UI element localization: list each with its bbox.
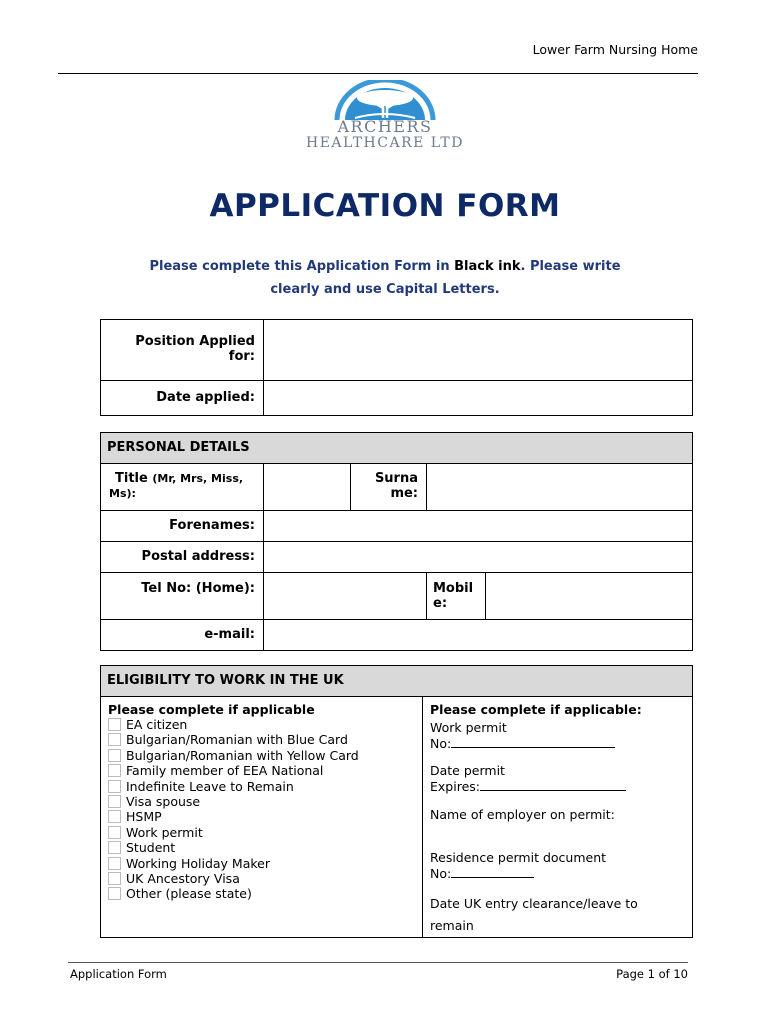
personal-details-heading: PERSONAL DETAILS: [101, 433, 693, 464]
title-label-text: Title: [115, 471, 148, 486]
eligibility-permit-cell: [423, 697, 693, 938]
eligibility-option: [108, 809, 422, 824]
eligibility-checkbox[interactable]: [108, 718, 121, 731]
title-label: [101, 464, 264, 511]
eligibility-option-label: Working Holiday Maker: [126, 855, 270, 871]
work-permit-no-row: [430, 735, 692, 751]
work-permit-no-label: No:: [430, 736, 452, 751]
eligibility-option: [108, 825, 422, 840]
eligibility-option-label: Student: [126, 840, 176, 856]
residence-no-label: No:: [430, 866, 452, 881]
mobile-label: [427, 573, 486, 620]
footer-doc-name: Application Form: [70, 967, 167, 981]
eligibility-option: [108, 856, 422, 871]
work-permit-no-field[interactable]: [451, 735, 615, 748]
tel-home-field[interactable]: [264, 573, 427, 620]
eligibility-option-label: Visa spouse: [126, 793, 201, 809]
entry-clearance-line-2: remain: [430, 918, 474, 933]
title-hint: (Mr, Mrs, Miss, Ms):: [109, 472, 244, 500]
instructions-part-2: . Please write: [520, 259, 621, 274]
eligibility-option-label: UK Ancestory Visa: [126, 870, 240, 886]
position-applied-label: Position Applied for:: [101, 320, 264, 381]
eligibility-left-heading: Please complete if applicable: [108, 702, 315, 717]
email-label: e-mail:: [101, 620, 264, 651]
entry-clearance-line-1: Date UK entry clearance/leave to: [430, 896, 638, 911]
eligibility-checkbox[interactable]: [108, 795, 121, 808]
instructions: [100, 255, 670, 301]
employer-label: Name of employer on permit:: [430, 807, 615, 822]
eligibility-option-label: Bulgarian/Romanian with Yellow Card: [126, 747, 359, 763]
eligibility-checkbox[interactable]: [108, 841, 121, 854]
eligibility-right-heading: Please complete if applicable:: [430, 702, 642, 717]
eligibility-option: [108, 871, 422, 886]
date-applied-label: Date applied:: [101, 381, 264, 416]
forenames-field[interactable]: [264, 511, 693, 542]
eligibility-options-list: [108, 717, 422, 902]
eligibility-options-cell: [101, 697, 423, 938]
eligibility-option-label: Other (please state): [126, 886, 252, 902]
eligibility-option: [108, 779, 422, 794]
date-permit-label: Date permit: [430, 763, 505, 778]
eligibility-option: [108, 717, 422, 732]
surname-label-text: Surna me:: [374, 471, 418, 501]
eligibility-checkbox[interactable]: [108, 810, 121, 823]
expires-row: [430, 778, 692, 794]
eligibility-option-label: Indefinite Leave to Remain: [126, 778, 294, 794]
page-title: APPLICATION FORM: [209, 188, 561, 224]
date-applied-field[interactable]: [264, 381, 693, 416]
eligibility-option-label: HSMP: [126, 809, 162, 825]
eligibility-checkbox[interactable]: [108, 826, 121, 839]
logo-line-2: HEALTHCARE LTD: [306, 135, 464, 151]
position-applied-field[interactable]: [264, 320, 693, 381]
instructions-part-1: Please complete this Application Form in: [149, 259, 455, 274]
eligibility-checkbox[interactable]: [108, 733, 121, 746]
tel-home-label: Tel No: (Home):: [101, 573, 264, 620]
header-org-name: Lower Farm Nursing Home: [532, 42, 698, 57]
mobile-label-text: Mobil e:: [433, 581, 474, 611]
residence-no-row: [430, 865, 692, 881]
personal-details-table: [100, 432, 693, 651]
eligibility-option: [108, 794, 422, 809]
eligibility-checkbox[interactable]: [108, 780, 121, 793]
forenames-label: Forenames:: [101, 511, 264, 542]
eligibility-checkbox[interactable]: [108, 872, 121, 885]
company-logo: [285, 80, 485, 160]
residence-permit-label: Residence permit document: [430, 850, 607, 865]
eligibility-option-label: Work permit: [126, 824, 203, 840]
eligibility-option: [108, 886, 422, 901]
logo-line-1: ARCHERS: [337, 117, 433, 136]
postal-address-label: Postal address:: [101, 542, 264, 573]
entry-clearance-label: [430, 893, 692, 937]
expires-field[interactable]: [480, 778, 626, 791]
eligibility-option: [108, 748, 422, 763]
eligibility-checkbox[interactable]: [108, 857, 121, 870]
residence-no-field[interactable]: [451, 865, 534, 878]
eligibility-option: [108, 763, 422, 778]
surname-field[interactable]: [427, 464, 693, 511]
header-divider: [58, 73, 698, 74]
work-permit-label: Work permit: [430, 720, 507, 735]
logo-tree-arc-icon: [333, 80, 437, 120]
surname-label: [351, 464, 427, 511]
mobile-field[interactable]: [486, 573, 693, 620]
eligibility-option-label: Family member of EEA National: [126, 763, 324, 779]
eligibility-option: [108, 840, 422, 855]
eligibility-checkbox[interactable]: [108, 764, 121, 777]
eligibility-option-label: EA citizen: [126, 717, 188, 732]
postal-address-field[interactable]: [264, 542, 693, 573]
eligibility-heading: ELIGIBILITY TO WORK IN THE UK: [101, 666, 693, 697]
expires-label: Expires:: [430, 779, 480, 794]
eligibility-option-label: Bulgarian/Romanian with Blue Card: [126, 732, 348, 748]
eligibility-option: [108, 732, 422, 747]
footer-page-number: Page 1 of 10: [616, 967, 688, 981]
email-field[interactable]: [264, 620, 693, 651]
position-table: [100, 319, 693, 416]
title-field[interactable]: [264, 464, 351, 511]
instructions-line-2: clearly and use Capital Letters.: [270, 282, 500, 297]
eligibility-table: [100, 665, 693, 938]
instructions-ink: Black ink: [454, 259, 521, 274]
eligibility-checkbox[interactable]: [108, 887, 121, 900]
footer-divider: [68, 962, 688, 963]
eligibility-checkbox[interactable]: [108, 749, 121, 762]
